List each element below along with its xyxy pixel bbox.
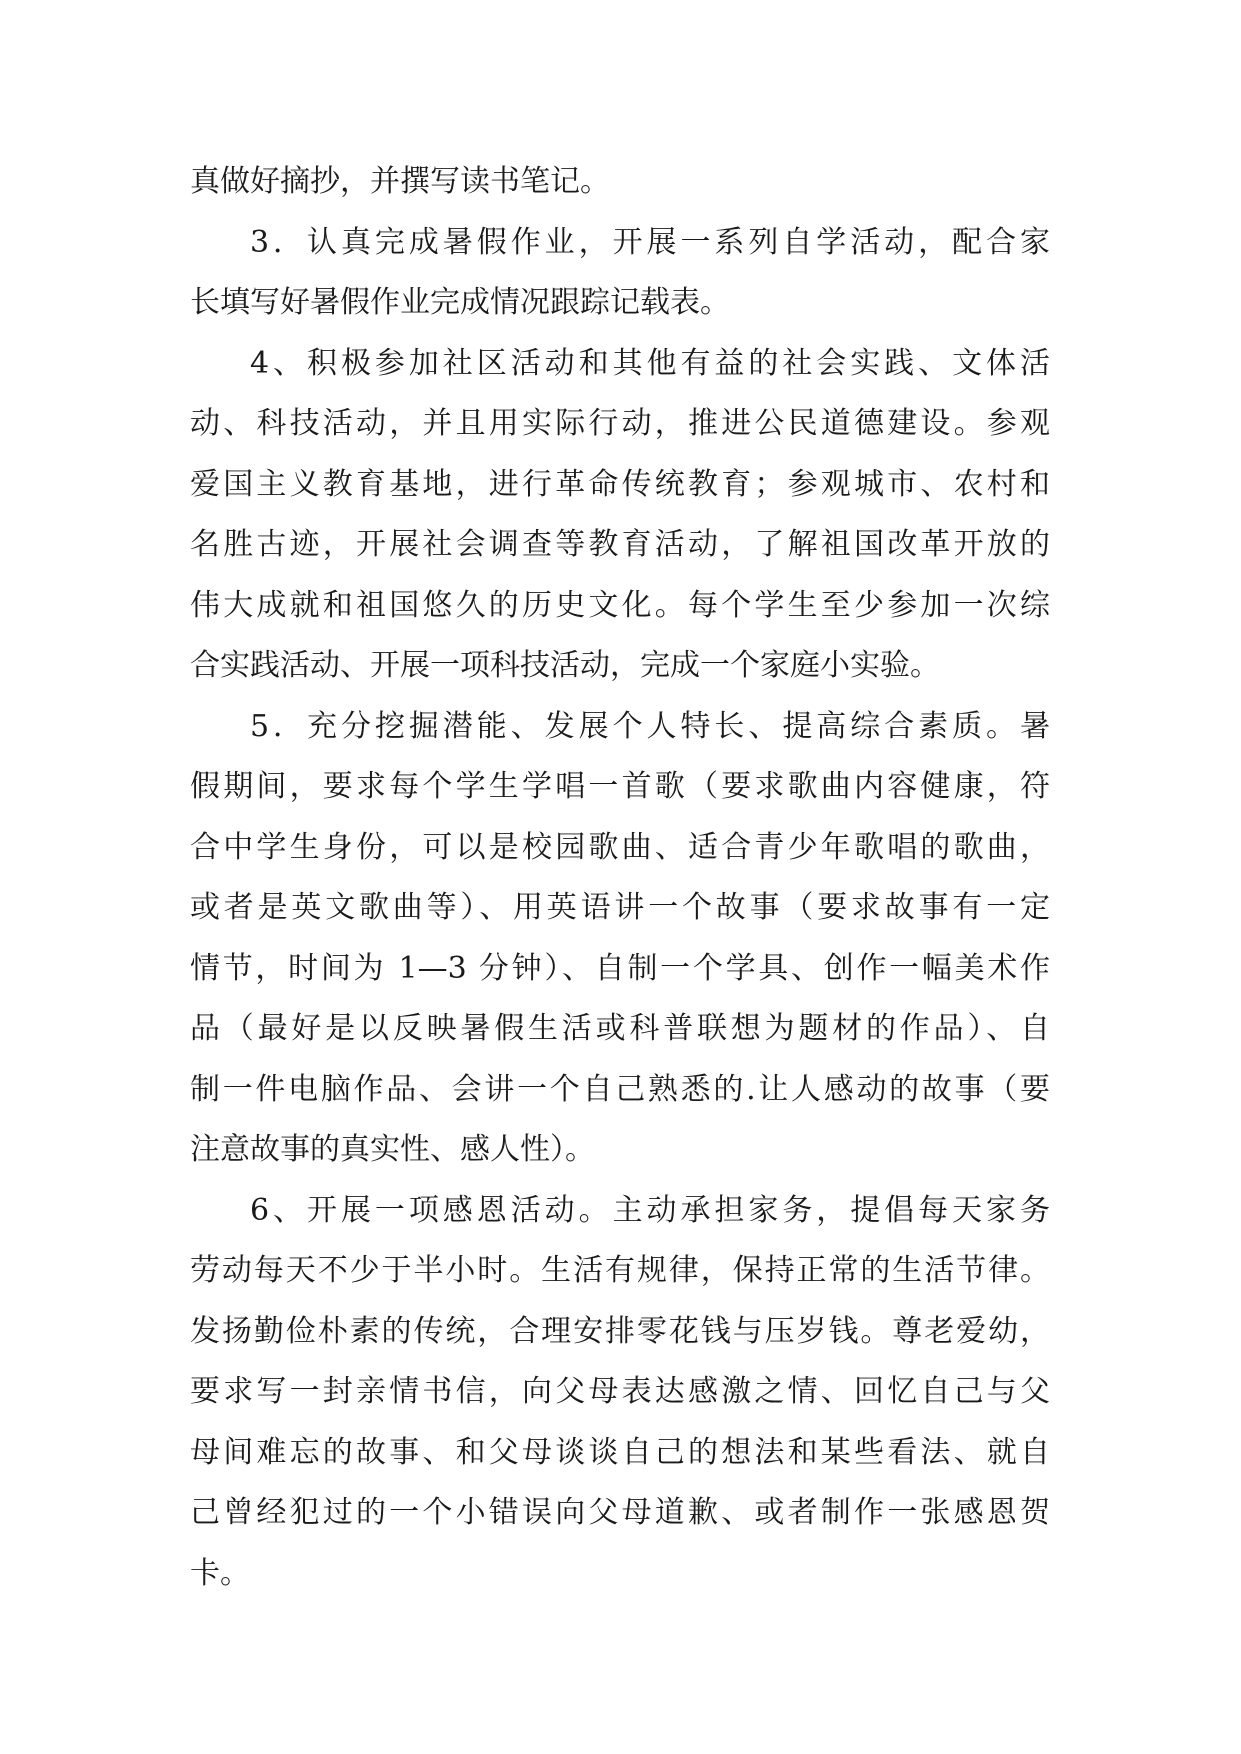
text-line: 劳动每天不少于半小时。生活有规律，保持正常的生活节律。 xyxy=(190,1253,1050,1288)
text-line: 卡。 xyxy=(190,1555,250,1591)
text-line: 母间难忘的故事、和父母谈谈自己的想法和某些看法、就自 xyxy=(190,1434,1050,1470)
text-line: 要求写一封亲情书信，向父母表达感激之情、回忆自己与父 xyxy=(190,1374,1050,1409)
text-line: 爱国主义教育基地，进行革命传统教育；参观城市、农村和 xyxy=(190,466,1050,502)
text-line: 3．认真完成暑假作业，开展一系列自学活动，配合家 xyxy=(250,224,1050,260)
document-page xyxy=(190,152,1050,1604)
text-line: 4、积极参加社区活动和其他有益的社会实践、文体活 xyxy=(250,345,1050,381)
text-line: 5．充分挖掘潜能、发展个人特长、提高综合素质。暑 xyxy=(250,708,1050,744)
text-line: 制一件电脑作品、会讲一个自己熟悉的.让人感动的故事（要 xyxy=(190,1071,1050,1107)
text-line: 情节，时间为 1—3 分钟）、自制一个学具、创作一幅美术作 xyxy=(190,950,1050,986)
text-line: 或者是英文歌曲等）、用英语讲一个故事（要求故事有一定 xyxy=(190,890,1050,925)
text-line: 假期间，要求每个学生学唱一首歌（要求歌曲内容健康，符 xyxy=(190,769,1050,804)
text-line: 名胜古迹，开展社会调查等教育活动，了解祖国改革开放的 xyxy=(190,527,1050,562)
text-line: 6、开展一项感恩活动。主动承担家务，提倡每天家务 xyxy=(250,1192,1050,1228)
text-line: 合实践活动、开展一项科技活动，完成一个家庭小实验。 xyxy=(190,648,940,683)
text-line: 发扬勤俭朴素的传统，合理安排零花钱与压岁钱。尊老爱幼， xyxy=(190,1313,1050,1349)
text-line: 己曾经犯过的一个小错误向父母道歉、或者制作一张感恩贺 xyxy=(190,1495,1050,1530)
text-line: 伟大成就和祖国悠久的历史文化。每个学生至少参加一次综 xyxy=(190,587,1050,623)
text-line: 注意故事的真实性、感人性）。 xyxy=(190,1132,595,1167)
text-line: 合中学生身份，可以是校园歌曲、适合青少年歌唱的歌曲， xyxy=(190,829,1050,865)
text-line: 品（最好是以反映暑假生活或科普联想为题材的作品）、自 xyxy=(190,1011,1050,1046)
text-line: 真做好摘抄，并撰写读书笔记。 xyxy=(190,164,610,199)
text-line: 动、科技活动，并且用实际行动，推进公民道德建设。参观 xyxy=(190,406,1050,441)
text-line: 长填写好暑假作业完成情况跟踪记载表。 xyxy=(190,285,730,320)
